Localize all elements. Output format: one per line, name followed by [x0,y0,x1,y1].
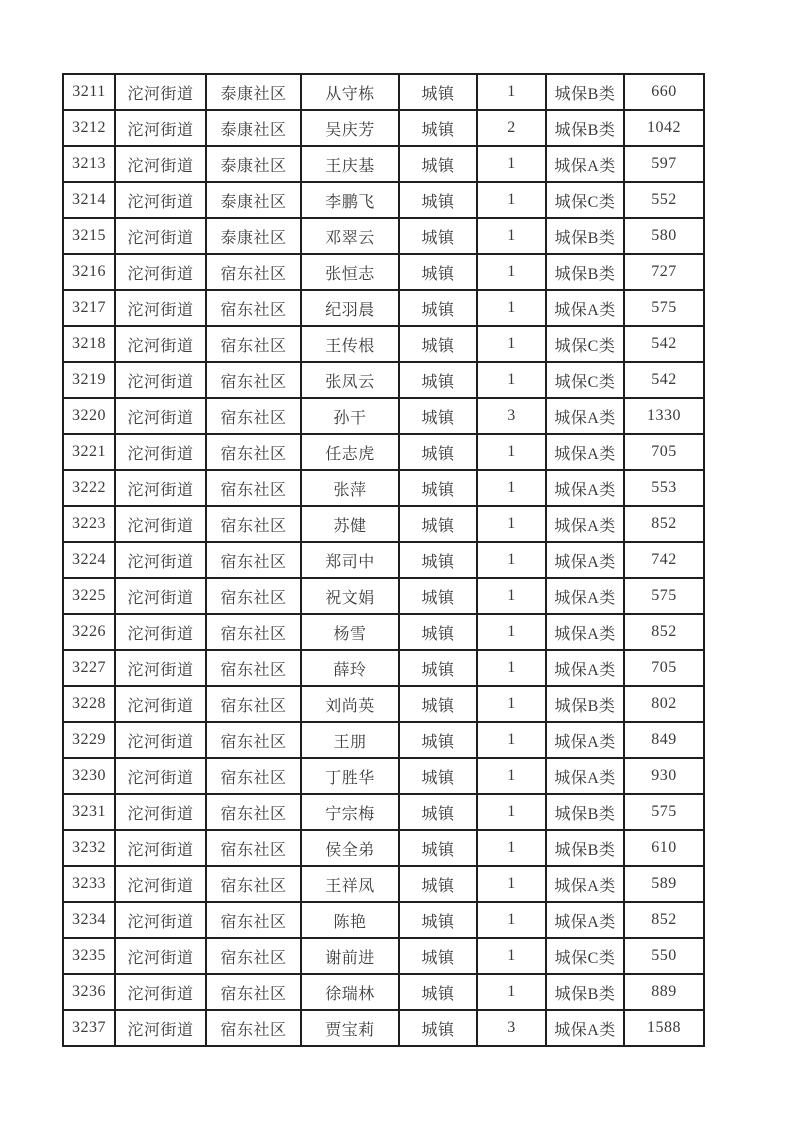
cell-insurance-category: 城保B类 [546,218,624,254]
cell-amount: 580 [624,218,704,254]
table-row [63,218,704,254]
cell-person-name: 王祥凤 [301,866,399,902]
cell-insurance-category: 城保B类 [546,830,624,866]
cell-urban-rural: 城镇 [399,470,477,506]
cell-person-name: 谢前进 [301,938,399,974]
cell-person-name: 纪羽晨 [301,290,399,326]
cell-serial-number: 3231 [63,794,115,830]
cell-serial-number: 3217 [63,290,115,326]
cell-serial-number: 3219 [63,362,115,398]
cell-amount: 542 [624,362,704,398]
cell-person-name: 陈艳 [301,902,399,938]
cell-serial-number: 3236 [63,974,115,1010]
table-row [63,686,704,722]
cell-person-count: 1 [477,146,546,182]
table-row [63,938,704,974]
cell-amount: 802 [624,686,704,722]
cell-serial-number: 3224 [63,542,115,578]
table-row [63,578,704,614]
cell-amount: 889 [624,974,704,1010]
cell-community: 宿东社区 [206,434,301,470]
cell-serial-number: 3223 [63,506,115,542]
cell-street: 沱河街道 [115,866,206,902]
table-row [63,182,704,218]
cell-person-count: 1 [477,506,546,542]
table-row [63,758,704,794]
cell-urban-rural: 城镇 [399,74,477,110]
cell-person-name: 杨雪 [301,614,399,650]
cell-urban-rural: 城镇 [399,758,477,794]
cell-community: 宿东社区 [206,1010,301,1046]
cell-urban-rural: 城镇 [399,722,477,758]
cell-serial-number: 3222 [63,470,115,506]
cell-person-count: 1 [477,938,546,974]
cell-amount: 1330 [624,398,704,434]
cell-urban-rural: 城镇 [399,902,477,938]
table-row [63,974,704,1010]
cell-street: 沱河街道 [115,938,206,974]
cell-urban-rural: 城镇 [399,578,477,614]
cell-street: 沱河街道 [115,74,206,110]
cell-insurance-category: 城保A类 [546,542,624,578]
table-row [63,74,704,110]
cell-community: 泰康社区 [206,110,301,146]
table-row [63,110,704,146]
cell-person-count: 3 [477,398,546,434]
cell-amount: 597 [624,146,704,182]
cell-street: 沱河街道 [115,614,206,650]
cell-amount: 705 [624,434,704,470]
cell-insurance-category: 城保A类 [546,470,624,506]
cell-street: 沱河街道 [115,902,206,938]
cell-insurance-category: 城保A类 [546,722,624,758]
cell-person-count: 1 [477,434,546,470]
cell-person-name: 刘尚英 [301,686,399,722]
cell-person-count: 1 [477,650,546,686]
cell-person-name: 徐瑞林 [301,974,399,1010]
cell-urban-rural: 城镇 [399,254,477,290]
cell-person-name: 任志虎 [301,434,399,470]
table-row [63,290,704,326]
cell-amount: 552 [624,182,704,218]
cell-person-count: 1 [477,758,546,794]
cell-serial-number: 3232 [63,830,115,866]
cell-street: 沱河街道 [115,974,206,1010]
cell-street: 沱河街道 [115,434,206,470]
cell-amount: 852 [624,506,704,542]
cell-serial-number: 3216 [63,254,115,290]
cell-person-name: 贾宝莉 [301,1010,399,1046]
table-row [63,794,704,830]
cell-serial-number: 3235 [63,938,115,974]
cell-street: 沱河街道 [115,686,206,722]
cell-community: 宿东社区 [206,578,301,614]
cell-insurance-category: 城保A类 [546,866,624,902]
cell-community: 宿东社区 [206,542,301,578]
cell-community: 宿东社区 [206,254,301,290]
cell-person-count: 2 [477,110,546,146]
cell-person-count: 1 [477,254,546,290]
table-row [63,326,704,362]
cell-insurance-category: 城保C类 [546,938,624,974]
cell-insurance-category: 城保B类 [546,74,624,110]
cell-person-name: 侯全弟 [301,830,399,866]
cell-community: 宿东社区 [206,938,301,974]
cell-urban-rural: 城镇 [399,830,477,866]
table-row [63,434,704,470]
cell-insurance-category: 城保A类 [546,614,624,650]
table-row [63,866,704,902]
cell-insurance-category: 城保C类 [546,182,624,218]
cell-community: 泰康社区 [206,146,301,182]
cell-person-count: 1 [477,326,546,362]
cell-urban-rural: 城镇 [399,794,477,830]
cell-community: 宿东社区 [206,650,301,686]
cell-serial-number: 3218 [63,326,115,362]
cell-serial-number: 3230 [63,758,115,794]
cell-amount: 550 [624,938,704,974]
cell-person-name: 张凤云 [301,362,399,398]
cell-person-count: 1 [477,290,546,326]
cell-urban-rural: 城镇 [399,506,477,542]
cell-insurance-category: 城保A类 [546,506,624,542]
cell-insurance-category: 城保A类 [546,1010,624,1046]
cell-person-count: 1 [477,578,546,614]
cell-street: 沱河街道 [115,110,206,146]
cell-community: 宿东社区 [206,506,301,542]
cell-urban-rural: 城镇 [399,686,477,722]
cell-urban-rural: 城镇 [399,326,477,362]
table-row [63,614,704,650]
cell-insurance-category: 城保B类 [546,110,624,146]
cell-community: 宿东社区 [206,794,301,830]
cell-person-count: 1 [477,542,546,578]
cell-insurance-category: 城保A类 [546,650,624,686]
cell-serial-number: 3213 [63,146,115,182]
cell-street: 沱河街道 [115,146,206,182]
cell-insurance-category: 城保A类 [546,398,624,434]
cell-street: 沱河街道 [115,578,206,614]
cell-community: 宿东社区 [206,722,301,758]
cell-community: 宿东社区 [206,758,301,794]
cell-amount: 849 [624,722,704,758]
cell-community: 泰康社区 [206,182,301,218]
cell-amount: 660 [624,74,704,110]
cell-serial-number: 3229 [63,722,115,758]
cell-serial-number: 3237 [63,1010,115,1046]
cell-street: 沱河街道 [115,650,206,686]
cell-insurance-category: 城保A类 [546,290,624,326]
cell-amount: 553 [624,470,704,506]
cell-serial-number: 3221 [63,434,115,470]
cell-person-count: 1 [477,974,546,1010]
table-row [63,830,704,866]
cell-person-name: 薛玲 [301,650,399,686]
cell-urban-rural: 城镇 [399,398,477,434]
cell-street: 沱河街道 [115,218,206,254]
cell-person-name: 吴庆芳 [301,110,399,146]
cell-street: 沱河街道 [115,254,206,290]
cell-urban-rural: 城镇 [399,866,477,902]
cell-person-name: 张恒志 [301,254,399,290]
cell-person-name: 王朋 [301,722,399,758]
cell-amount: 705 [624,650,704,686]
cell-person-count: 1 [477,830,546,866]
cell-street: 沱河街道 [115,470,206,506]
cell-person-count: 1 [477,686,546,722]
cell-serial-number: 3225 [63,578,115,614]
cell-street: 沱河街道 [115,506,206,542]
cell-amount: 852 [624,614,704,650]
cell-serial-number: 3226 [63,614,115,650]
cell-street: 沱河街道 [115,794,206,830]
cell-person-name: 苏健 [301,506,399,542]
cell-serial-number: 3233 [63,866,115,902]
cell-community: 宿东社区 [206,830,301,866]
cell-street: 沱河街道 [115,722,206,758]
table-row [63,362,704,398]
cell-serial-number: 3228 [63,686,115,722]
cell-person-name: 宁宗梅 [301,794,399,830]
cell-amount: 742 [624,542,704,578]
cell-community: 宿东社区 [206,326,301,362]
cell-person-name: 丁胜华 [301,758,399,794]
cell-insurance-category: 城保A类 [546,578,624,614]
cell-urban-rural: 城镇 [399,1010,477,1046]
cell-community: 宿东社区 [206,398,301,434]
cell-amount: 930 [624,758,704,794]
cell-person-name: 郑司中 [301,542,399,578]
cell-urban-rural: 城镇 [399,974,477,1010]
cell-insurance-category: 城保C类 [546,326,624,362]
cell-amount: 852 [624,902,704,938]
cell-urban-rural: 城镇 [399,182,477,218]
cell-person-count: 1 [477,794,546,830]
cell-person-count: 1 [477,470,546,506]
cell-insurance-category: 城保B类 [546,974,624,1010]
cell-insurance-category: 城保B类 [546,794,624,830]
cell-community: 宿东社区 [206,470,301,506]
cell-urban-rural: 城镇 [399,938,477,974]
cell-person-name: 李鹏飞 [301,182,399,218]
cell-person-count: 3 [477,1010,546,1046]
cell-community: 泰康社区 [206,218,301,254]
cell-amount: 542 [624,326,704,362]
cell-insurance-category: 城保A类 [546,146,624,182]
cell-amount: 575 [624,578,704,614]
cell-urban-rural: 城镇 [399,290,477,326]
cell-urban-rural: 城镇 [399,146,477,182]
table-row [63,254,704,290]
cell-insurance-category: 城保B类 [546,686,624,722]
cell-street: 沱河街道 [115,758,206,794]
cell-person-name: 邓翠云 [301,218,399,254]
cell-amount: 610 [624,830,704,866]
cell-street: 沱河街道 [115,290,206,326]
cell-street: 沱河街道 [115,1010,206,1046]
cell-community: 泰康社区 [206,74,301,110]
table-row [63,470,704,506]
cell-urban-rural: 城镇 [399,614,477,650]
cell-person-name: 王传根 [301,326,399,362]
table-row [63,902,704,938]
cell-insurance-category: 城保B类 [546,254,624,290]
cell-serial-number: 3214 [63,182,115,218]
cell-community: 宿东社区 [206,290,301,326]
cell-street: 沱河街道 [115,326,206,362]
cell-community: 宿东社区 [206,362,301,398]
cell-person-count: 1 [477,902,546,938]
cell-street: 沱河街道 [115,362,206,398]
cell-insurance-category: 城保A类 [546,434,624,470]
table-row [63,542,704,578]
cell-amount: 575 [624,794,704,830]
cell-urban-rural: 城镇 [399,110,477,146]
cell-amount: 589 [624,866,704,902]
cell-person-count: 1 [477,362,546,398]
cell-serial-number: 3212 [63,110,115,146]
cell-street: 沱河街道 [115,830,206,866]
cell-community: 宿东社区 [206,614,301,650]
cell-person-count: 1 [477,218,546,254]
cell-amount: 727 [624,254,704,290]
cell-serial-number: 3211 [63,74,115,110]
table-row [63,1010,704,1046]
cell-amount: 575 [624,290,704,326]
cell-person-count: 1 [477,182,546,218]
cell-person-name: 从守栋 [301,74,399,110]
cell-urban-rural: 城镇 [399,650,477,686]
cell-community: 宿东社区 [206,974,301,1010]
cell-person-count: 1 [477,74,546,110]
cell-urban-rural: 城镇 [399,542,477,578]
cell-urban-rural: 城镇 [399,218,477,254]
cell-person-count: 1 [477,866,546,902]
cell-community: 宿东社区 [206,866,301,902]
cell-community: 宿东社区 [206,902,301,938]
cell-insurance-category: 城保A类 [546,758,624,794]
cell-person-name: 孙干 [301,398,399,434]
cell-person-count: 1 [477,722,546,758]
table-row [63,650,704,686]
cell-person-name: 王庆基 [301,146,399,182]
benefits-table [62,73,705,1047]
cell-person-name: 张萍 [301,470,399,506]
cell-amount: 1042 [624,110,704,146]
cell-person-count: 1 [477,614,546,650]
cell-insurance-category: 城保A类 [546,902,624,938]
cell-urban-rural: 城镇 [399,362,477,398]
cell-street: 沱河街道 [115,542,206,578]
table-body [63,74,704,1046]
cell-urban-rural: 城镇 [399,434,477,470]
table-row [63,506,704,542]
cell-serial-number: 3227 [63,650,115,686]
table-row [63,398,704,434]
cell-serial-number: 3215 [63,218,115,254]
cell-person-name: 祝文娟 [301,578,399,614]
cell-street: 沱河街道 [115,398,206,434]
cell-insurance-category: 城保C类 [546,362,624,398]
cell-community: 宿东社区 [206,686,301,722]
cell-amount: 1588 [624,1010,704,1046]
cell-serial-number: 3234 [63,902,115,938]
cell-serial-number: 3220 [63,398,115,434]
table-row [63,146,704,182]
table-row [63,722,704,758]
cell-street: 沱河街道 [115,182,206,218]
